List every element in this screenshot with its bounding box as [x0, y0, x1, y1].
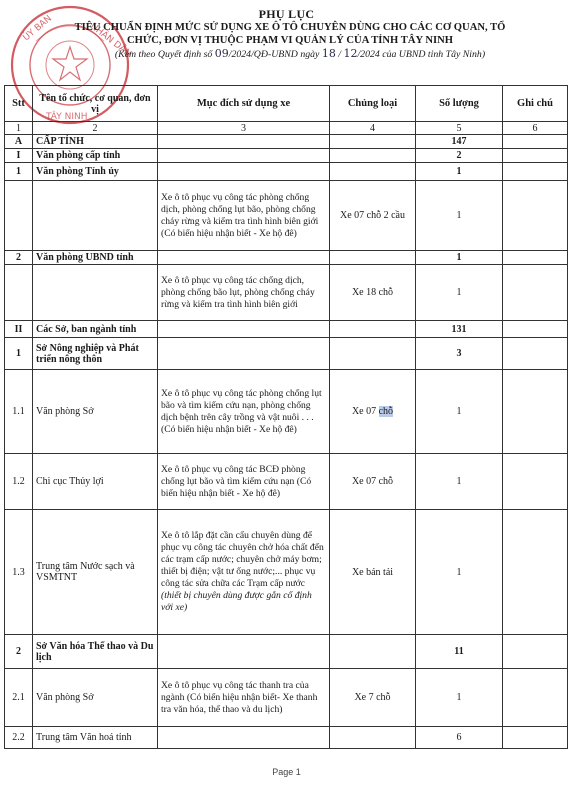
stt-cell: 1.2 — [5, 454, 33, 510]
decision-reference: (Kèm theo Quyết định số 09/2024/QĐ-UBND ngày 18 / 12/2024 của UBND tỉnh Tây Ninh) — [114, 47, 486, 60]
note-cell — [503, 149, 568, 163]
purpose-cell: Xe ô tô phục vụ công tác chống dịch, phòng chống bão lụt, phòng chống cháy rừng và kiểm tra tình hình biên giới — [158, 265, 330, 321]
note-mid: /2024/QĐ-UBND ngày — [228, 49, 320, 60]
purpose-cell — [158, 321, 330, 338]
stt-cell: I — [5, 149, 33, 163]
name-cell: Văn phòng Sở — [33, 370, 158, 454]
name-cell — [33, 265, 158, 321]
table-row — [5, 454, 568, 510]
purpose-cell — [158, 510, 330, 635]
note-cell — [503, 338, 568, 370]
type-cell — [330, 338, 416, 370]
stt-cell: 1 — [5, 338, 33, 370]
document-heading — [40, 21, 540, 47]
index-cell: 1 — [5, 122, 33, 135]
purpose-cell — [158, 135, 330, 149]
stt-cell: 1 — [5, 163, 33, 181]
purpose-cell — [158, 338, 330, 370]
index-cell: 3 — [158, 122, 330, 135]
index-row — [5, 122, 568, 135]
type-cell: Xe bán tải — [330, 510, 416, 635]
table-header-row — [5, 86, 568, 122]
qty-cell: 6 — [416, 727, 503, 749]
note-suffix: /2024 của UBND tỉnh Tây Ninh) — [357, 49, 486, 60]
note-prefix: (Kèm theo Quyết định số — [114, 49, 213, 60]
heading-line-1: TIÊU CHUẨN ĐỊNH MỨC SỬ DỤNG XE Ô TÔ CHUYÊN DÙNG CHO CÁC CƠ QUAN, TỔ — [74, 22, 506, 33]
type-cell — [330, 370, 416, 454]
purpose-italic-note: (thiết bị chuyên dùng được gắn cố định với xe) — [161, 590, 312, 613]
qty-cell: 1 — [416, 265, 503, 321]
type-cell — [330, 727, 416, 749]
table-row — [5, 251, 568, 265]
purpose-cell — [158, 163, 330, 181]
table-row — [5, 635, 568, 669]
purpose-cell: Xe ô tô phục vụ công tác thanh tra của ngành (Có biển hiệu nhận biết- Xe thanh tra văn hóa, thể thao và du lịch) — [158, 669, 330, 727]
qty-cell: 1 — [416, 669, 503, 727]
qty-cell: 2 — [416, 149, 503, 163]
qty-cell: 1 — [416, 163, 503, 181]
svg-text:ỦY BAN: ỦY BAN — [21, 13, 54, 44]
note-cell — [503, 251, 568, 265]
note-cell — [503, 163, 568, 181]
qty-cell: 1 — [416, 454, 503, 510]
table-row — [5, 149, 568, 163]
table-row — [5, 321, 568, 338]
type-cell — [330, 251, 416, 265]
name-cell: Văn phòng Sở — [33, 669, 158, 727]
table-row — [5, 370, 568, 454]
stt-cell: 1.3 — [5, 510, 33, 635]
name-cell: Chi cục Thủy lợi — [33, 454, 158, 510]
selected-text-highlight[interactable]: chỗ — [378, 406, 394, 417]
qty-cell: 1 — [416, 510, 503, 635]
name-cell: Trung tâm Văn hoá tỉnh — [33, 727, 158, 749]
note-cell — [503, 635, 568, 669]
page-number: Page 1 — [272, 767, 301, 777]
stt-cell: 2.2 — [5, 727, 33, 749]
note-cell — [503, 265, 568, 321]
purpose-cell: Xe ô tô phục vụ công tác phòng chống lụt bão và tìm kiếm cứu nạn, phòng chống dịch bệnh trên cây trồng và vật nuôi . . . (Có biển hiệu nhận biết - Xe hộ đê) — [158, 370, 330, 454]
name-cell — [33, 181, 158, 251]
vehicle-quota-table — [4, 85, 568, 749]
note-cell — [503, 135, 568, 149]
note-cell — [503, 510, 568, 635]
qty-cell: 147 — [416, 135, 503, 149]
table-row — [5, 265, 568, 321]
type-cell — [330, 149, 416, 163]
name-cell: Văn phòng UBND tỉnh — [33, 251, 158, 265]
stt-cell: 1.1 — [5, 370, 33, 454]
qty-cell: 1 — [416, 181, 503, 251]
purpose-cell — [158, 727, 330, 749]
index-cell: 2 — [33, 122, 158, 135]
note-cell — [503, 321, 568, 338]
table-row — [5, 181, 568, 251]
index-cell: 4 — [330, 122, 416, 135]
note-cell — [503, 454, 568, 510]
type-cell: Xe 07 chỗ 2 cầu — [330, 181, 416, 251]
note-cell — [503, 727, 568, 749]
appendix-title: PHỤ LỤC — [258, 7, 315, 21]
stt-cell: 2.1 — [5, 669, 33, 727]
purpose-cell — [158, 251, 330, 265]
qty-cell: 11 — [416, 635, 503, 669]
qty-cell: 1 — [416, 370, 503, 454]
type-cell — [330, 635, 416, 669]
svg-text:TÂY NINH: TÂY NINH — [46, 112, 88, 122]
decision-month: 12 — [343, 47, 358, 60]
table-row — [5, 727, 568, 749]
name-cell: CẤP TỈNH — [33, 135, 158, 149]
header-type: Chủng loại — [330, 86, 416, 122]
purpose-text: Xe ô tô lắp đặt cần cẩu chuyên dùng để phục vụ công tác chuyên chở hóa chất đến các trạm cấp nước; chuyên chở máy bơm; thiết bị điện; vật tư ống nước;... phục vụ công tác sửa chữa các Trạm cấp nước — [161, 530, 324, 589]
type-cell: Xe 7 chỗ — [330, 669, 416, 727]
type-cell — [330, 321, 416, 338]
decision-day: 18 — [321, 47, 336, 60]
qty-cell: 131 — [416, 321, 503, 338]
purpose-cell — [158, 635, 330, 669]
index-cell: 6 — [503, 122, 568, 135]
qty-cell: 1 — [416, 251, 503, 265]
header-name: Tên tổ chức, cơ quan, đơn vị — [33, 86, 158, 122]
qty-cell: 3 — [416, 338, 503, 370]
heading-line-2: CHỨC, ĐƠN VỊ THUỘC PHẠM VI QUẢN LÝ CỦA TỈNH TÂY NINH — [126, 35, 454, 46]
note-cell — [503, 370, 568, 454]
table-row — [5, 669, 568, 727]
purpose-cell: Xe ô tô phục vụ công tác phòng chống dịch, phòng chống lụt bão, phòng chống cháy rừng và kiểm tra tình hình biên giới (Có biển hiệu nhận biết - Xe hộ đê) — [158, 181, 330, 251]
stt-cell: 2 — [5, 251, 33, 265]
table-row — [5, 510, 568, 635]
type-cell — [330, 163, 416, 181]
name-cell: Sở Văn hóa Thể thao và Du lịch — [33, 635, 158, 669]
index-cell: 5 — [416, 122, 503, 135]
type-cell: Xe 18 chỗ — [330, 265, 416, 321]
name-cell: Sở Nông nghiệp và Phát triển nông thôn — [33, 338, 158, 370]
table-row — [5, 338, 568, 370]
svg-text:NHÂN DÂN: NHÂN DÂN — [88, 21, 133, 60]
table-row — [5, 135, 568, 149]
type-text: Xe 07 — [351, 406, 379, 417]
name-cell: Văn phòng cấp tỉnh — [33, 149, 158, 163]
note-cell — [503, 181, 568, 251]
name-cell: Văn phòng Tỉnh ủy — [33, 163, 158, 181]
stt-cell — [5, 265, 33, 321]
note-cell — [503, 669, 568, 727]
header-stt: Stt — [5, 86, 33, 122]
type-cell: Xe 07 chỗ — [330, 454, 416, 510]
purpose-cell — [158, 149, 330, 163]
stt-cell — [5, 181, 33, 251]
purpose-cell: Xe ô tô phục vụ công tác BCĐ phòng chống lụt bão và tìm kiếm cứu nạn (Có biển hiệu nhận biết - Xe hộ đê) — [158, 454, 330, 510]
name-cell: Các Sở, ban ngành tỉnh — [33, 321, 158, 338]
table-row — [5, 163, 568, 181]
header-qty: Số lượng — [416, 86, 503, 122]
stt-cell: II — [5, 321, 33, 338]
header-note: Ghi chú — [503, 86, 568, 122]
stt-cell: 2 — [5, 635, 33, 669]
type-cell — [330, 135, 416, 149]
header-purpose: Mục đích sử dụng xe — [158, 86, 330, 122]
decision-number: 09 — [214, 47, 229, 60]
name-cell: Trung tâm Nước sạch và VSMTNT — [33, 510, 158, 635]
stt-cell: A — [5, 135, 33, 149]
